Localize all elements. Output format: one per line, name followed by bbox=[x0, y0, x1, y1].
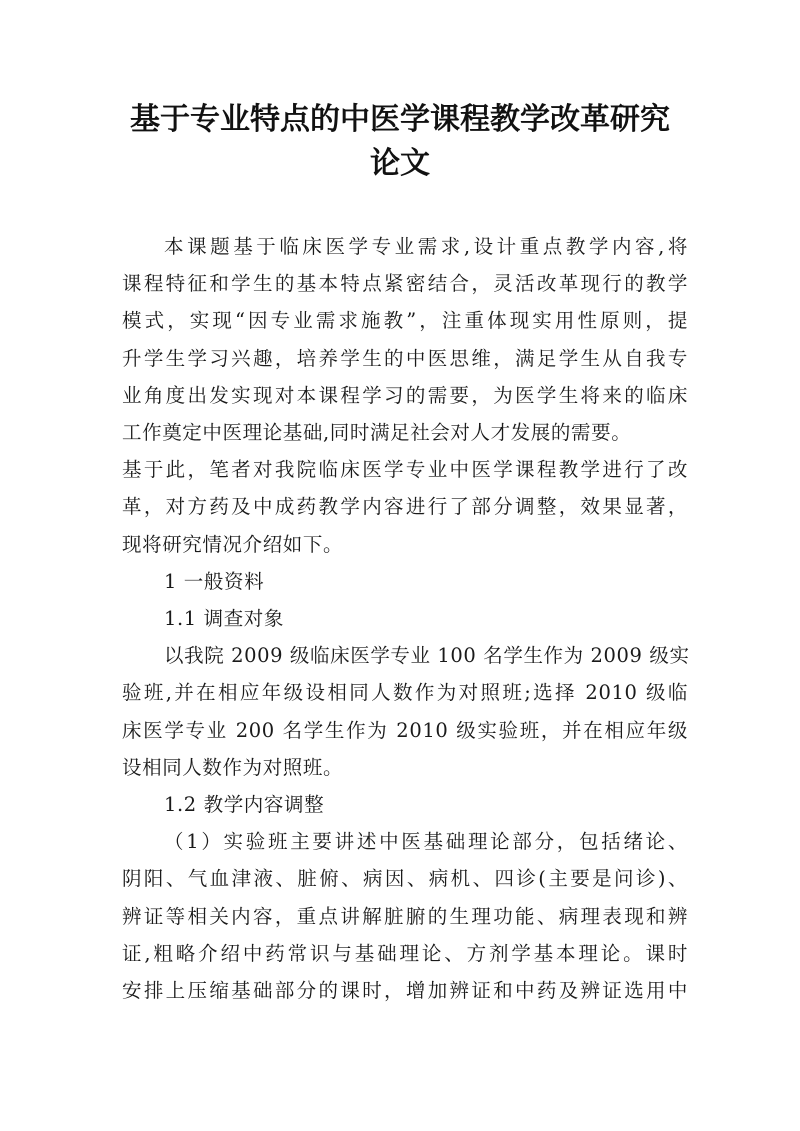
body-line: 升学生学习兴趣，培养学生的中医思维，满足学生从自我专 bbox=[122, 346, 688, 370]
body-line: 床医学专业 200 名学生作为 2010 级实验班，并在相应年级 bbox=[122, 718, 688, 742]
subsection-heading: 1.1 调查对象 bbox=[164, 607, 285, 631]
body-line: 阴阳、气血津液、脏俯、病因、病机、四诊(主要是问诊)、 bbox=[122, 867, 688, 891]
body-line: （1）实验班主要讲述中医基础理论部分，包括绪论、 bbox=[164, 830, 688, 854]
body-line: 革，对方药及中成药教学内容进行了部分调整，效果显著， bbox=[122, 495, 688, 519]
body-line: 以我院 2009 级临床医学专业 100 名学生作为 2009 级实 bbox=[164, 644, 690, 668]
document-title-line-1: 基于专业特点的中医学课程教学改革研究 bbox=[130, 102, 670, 137]
document-body bbox=[122, 228, 688, 1009]
subsection-heading: 1.2 教学内容调整 bbox=[164, 793, 325, 817]
body-line: 证,粗略介绍中药常识与基础理论、方剂学基本理论。课时 bbox=[122, 941, 688, 965]
body-line: 本课题基于临床医学专业需求,设计重点教学内容,将 bbox=[164, 235, 688, 258]
body-line: 现将研究情况介绍如下。 bbox=[122, 532, 344, 556]
document-title-line-2: 论文 bbox=[370, 146, 430, 181]
section-heading: 1 一般资料 bbox=[164, 569, 265, 593]
body-line: 业角度出发实现对本课程学习的需要，为医学生将来的临床 bbox=[122, 383, 688, 407]
body-line: 工作奠定中医理论基础,同时满足社会对人才发展的需要。 bbox=[122, 421, 632, 445]
body-line: 基于此，笔者对我院临床医学专业中医学课程教学进行了改 bbox=[122, 458, 688, 482]
body-line: 课程特征和学生的基本特点紧密结合，灵活改革现行的教学 bbox=[122, 272, 688, 296]
body-line: 模式，实现“因专业需求施教”，注重体现实用性原则，提 bbox=[122, 309, 688, 333]
body-line: 辨证等相关内容，重点讲解脏腑的生理功能、病理表现和辨 bbox=[122, 904, 688, 928]
body-line: 安排上压缩基础部分的课时，增加辨证和中药及辨证选用中 bbox=[122, 979, 688, 1003]
body-line: 设相同人数作为对照班。 bbox=[122, 755, 344, 779]
body-line: 验班,并在相应年级设相同人数作为对照班;选择 2010 级临 bbox=[122, 681, 688, 705]
